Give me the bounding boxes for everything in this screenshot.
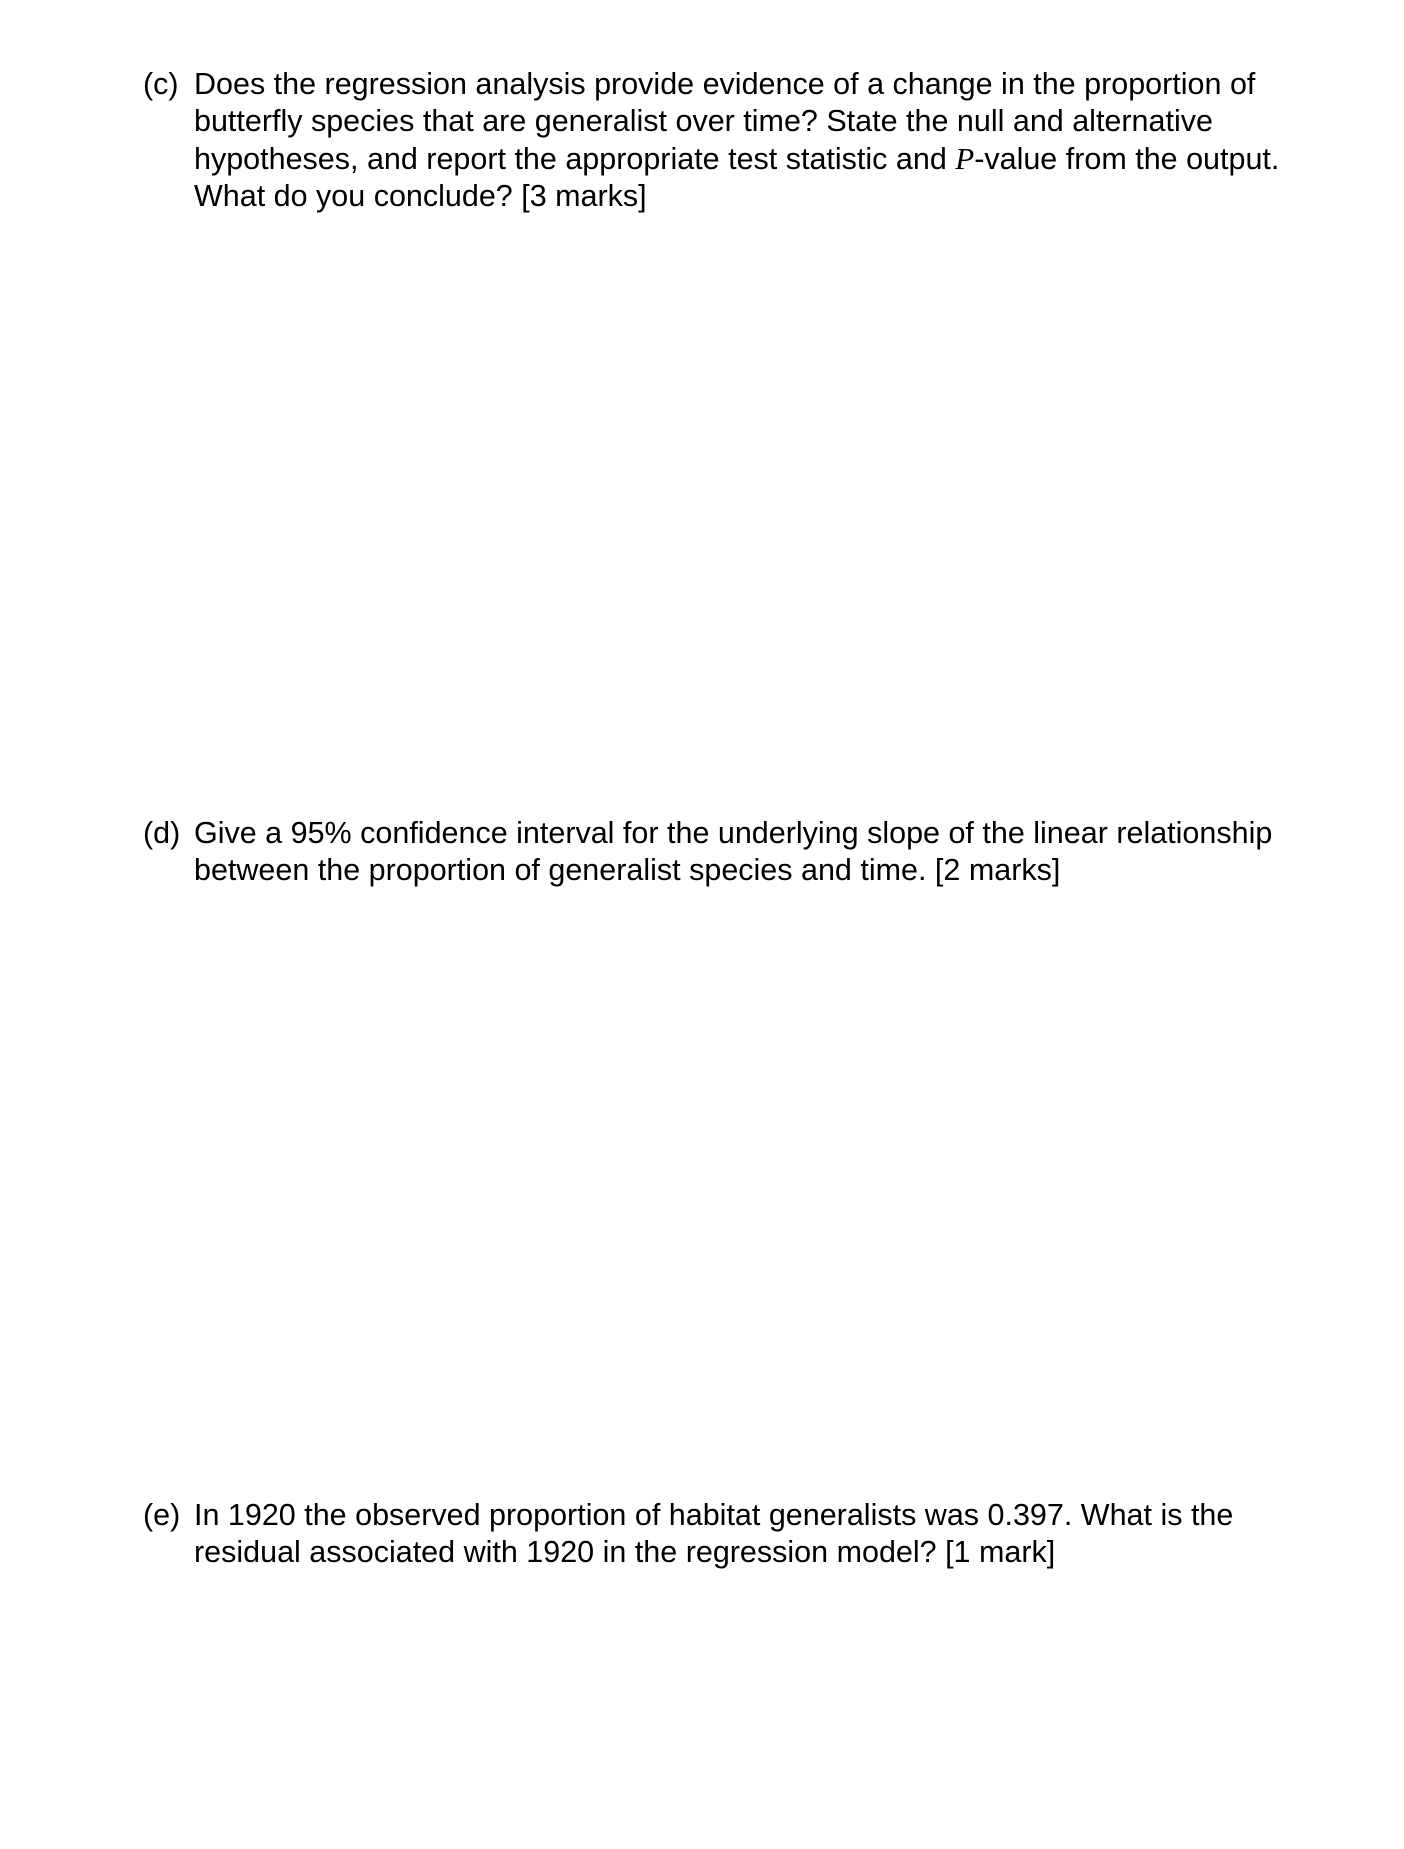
question-c-line-3-start: hypotheses, and report the appropriate test statistic and [194,142,956,176]
question-e-text [194,1497,1323,1571]
question-c-line-3-end: -value from the output. [974,142,1280,176]
question-c-line-1: Does the regression analysis provide evidence of a change in the proportion of [194,67,1256,101]
question-c-label: (c) [143,67,179,101]
question-e [143,1497,1323,1571]
question-d-label: (d) [143,816,181,850]
question-d-line-1: Give a 95% confidence interval for the underlying slope of the linear relationship [194,816,1273,850]
question-d [143,815,1323,889]
question-e-line-2: residual associated with 1920 in the regression model? [1 mark] [194,1535,1056,1569]
question-c-line-4: What do you conclude? [3 marks] [194,179,647,213]
p-value-symbol: P [955,141,975,176]
question-d-text [194,815,1323,889]
question-c-line-2: butterfly species that are generalist over time? State the null and alternative [194,104,1213,138]
question-c-text [194,66,1323,215]
question-d-line-2: between the proportion of generalist species and time. [2 marks] [194,853,1061,887]
question-c-line-3 [194,140,1323,178]
question-e-label: (e) [143,1498,181,1532]
question-e-line-1: In 1920 the observed proportion of habitat generalists was 0.397. What is the [194,1498,1234,1532]
question-c [143,66,1323,215]
